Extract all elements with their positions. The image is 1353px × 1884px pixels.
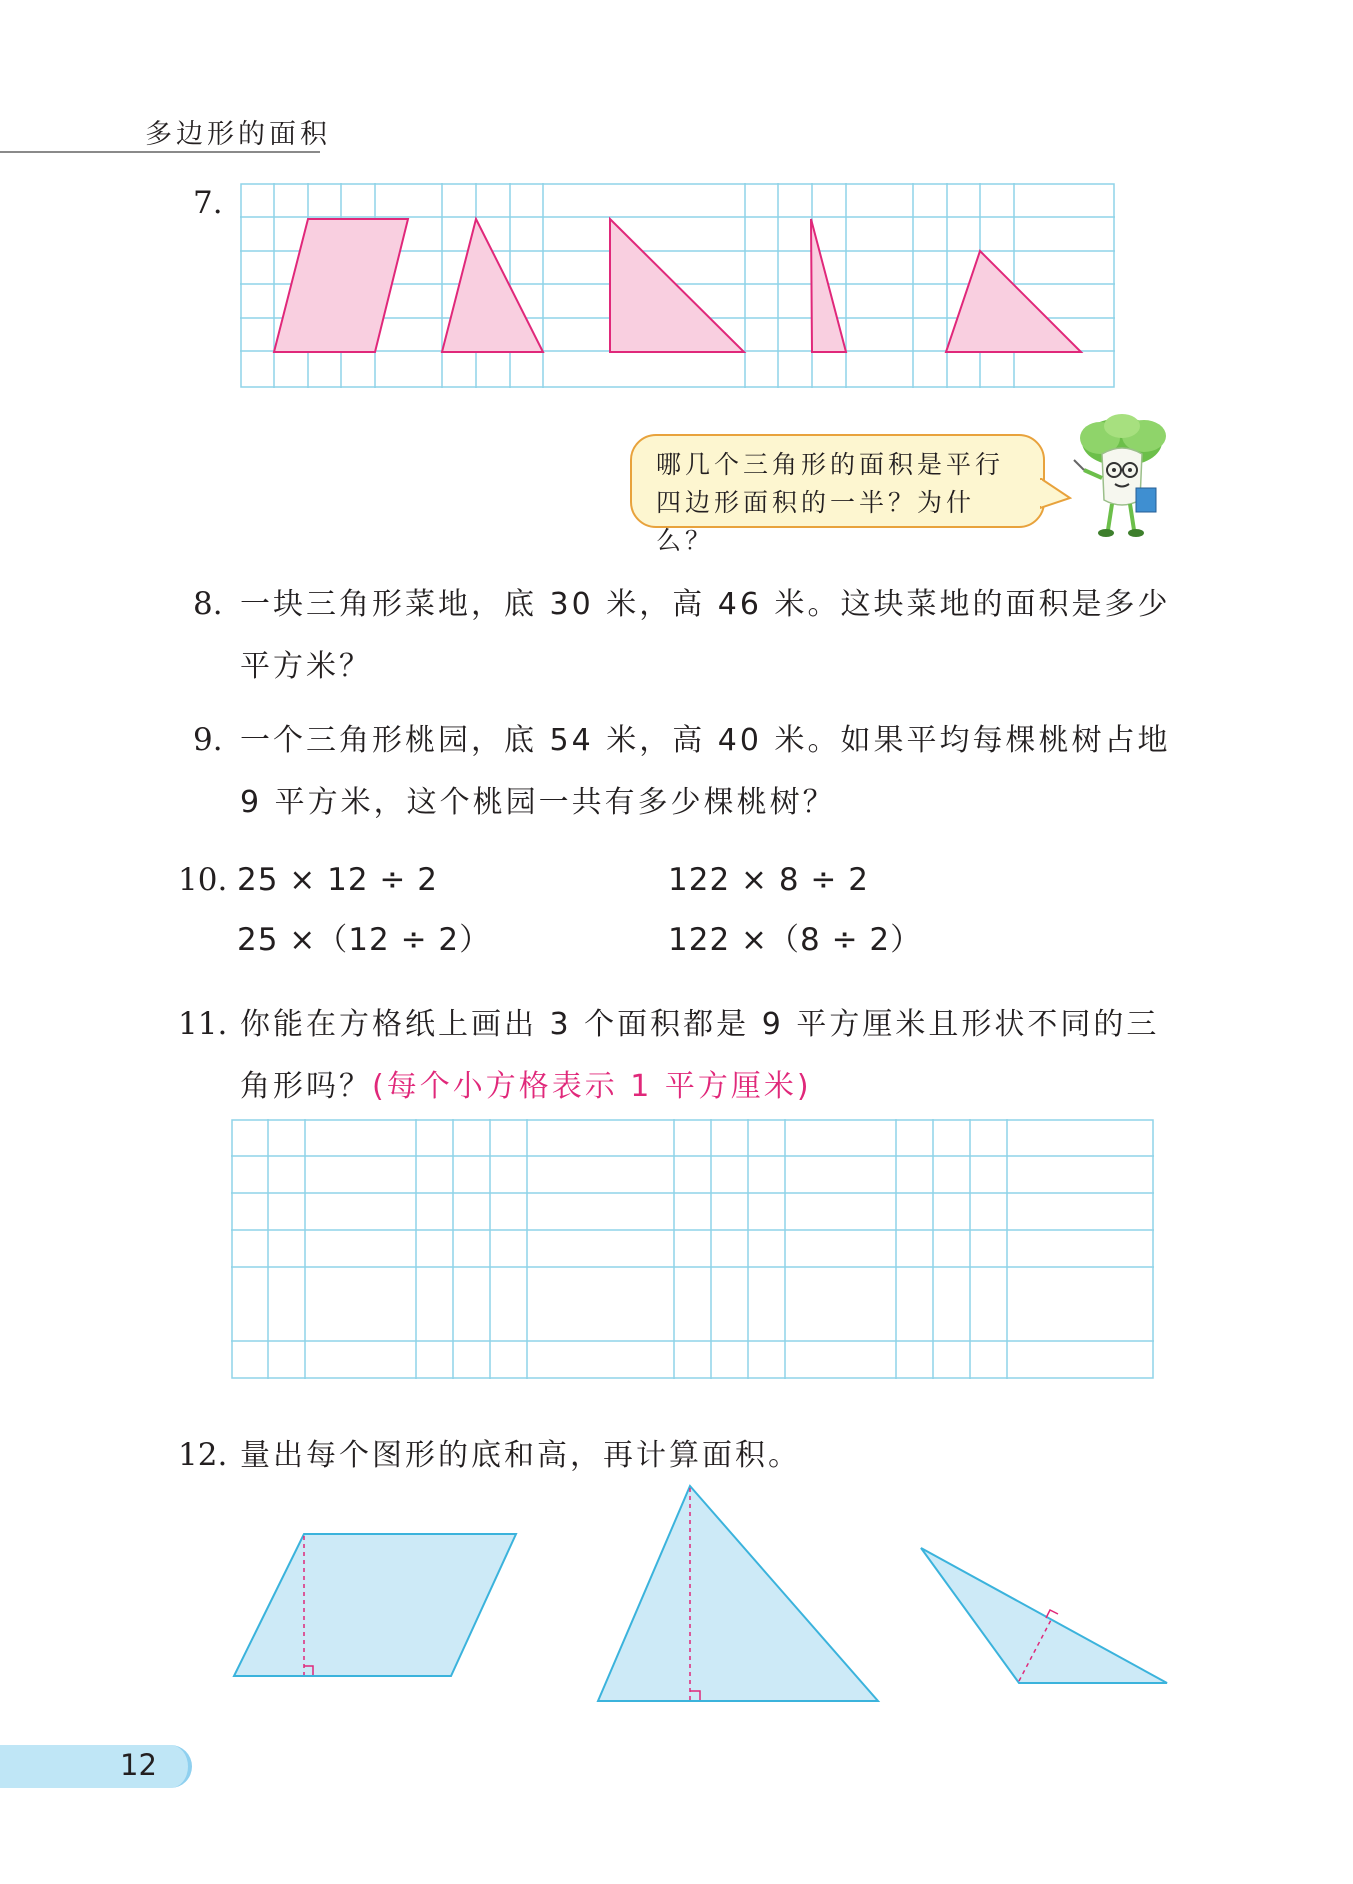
- q9-line-1: 一个三角形桃园，底 54 米，高 40 米。如果平均每棵桃树占地: [240, 723, 1171, 758]
- q11-text: [240, 994, 1290, 1118]
- q7-parallelogram: [274, 219, 408, 352]
- q7-triangle-1: [442, 219, 543, 352]
- header-rule: [0, 151, 320, 153]
- q8-text: [240, 574, 1290, 698]
- q12-text: 量出每个图形的底和高，再计算面积。: [240, 1438, 801, 1473]
- q8-line-1: 一块三角形菜地，底 30 米，高 46 米。这块菜地的面积是多少: [240, 587, 1171, 622]
- q11-line-2: [240, 1056, 1290, 1118]
- q10-expr-1: 25 × 12 ÷ 2: [237, 862, 438, 898]
- q7-triangle-3: [811, 219, 846, 352]
- q8-line-2: 平方米？: [240, 649, 372, 684]
- q12-figures: [230, 1480, 1180, 1710]
- q10-expr-4: 122 ×（8 ÷ 2）: [668, 922, 923, 958]
- q10-expr-2: 25 ×（12 ÷ 2）: [237, 922, 492, 958]
- q8-number: 8.: [193, 586, 223, 622]
- q11-number: 11.: [178, 1006, 228, 1042]
- q11-drawing-grid[interactable]: [231, 1119, 1154, 1379]
- q10-number: 10.: [178, 862, 228, 898]
- q9-number: 9.: [193, 722, 223, 758]
- q10-expr-3: 122 × 8 ÷ 2: [668, 862, 869, 898]
- q9-text: [240, 710, 1290, 834]
- q12-triangle-acute: [598, 1486, 878, 1701]
- q12-triangle-obtuse: [921, 1548, 1167, 1683]
- q7-grid-figure: [240, 183, 1115, 388]
- q11-line-2-prefix: 角形吗？: [240, 1069, 372, 1104]
- bubble-line-2: 四边形面积的一半？为什么？: [656, 488, 976, 555]
- cabbage-teacher-mascot-icon: [1070, 412, 1175, 542]
- q7-number: 7.: [193, 185, 223, 221]
- page-number-tab: [0, 1745, 192, 1788]
- q11-unit-note: (每个小方格表示 1 平方厘米): [372, 1069, 812, 1104]
- q12-parallelogram: [234, 1534, 516, 1676]
- speech-bubble-tail: [1040, 478, 1072, 512]
- q7-triangle-2: [610, 219, 744, 352]
- page-number: 12: [120, 1748, 157, 1782]
- q9-line-2: 9 平方米，这个桃园一共有多少棵桃树？: [240, 785, 836, 820]
- speech-bubble: [630, 434, 1045, 555]
- page-header-title: 多边形的面积: [145, 119, 331, 150]
- q12-number: 12.: [178, 1437, 228, 1473]
- q11-line-1: 你能在方格纸上画出 3 个面积都是 9 平方厘米且形状不同的三: [240, 1007, 1160, 1042]
- bubble-line-1: 哪几个三角形的面积是平行: [656, 450, 1005, 479]
